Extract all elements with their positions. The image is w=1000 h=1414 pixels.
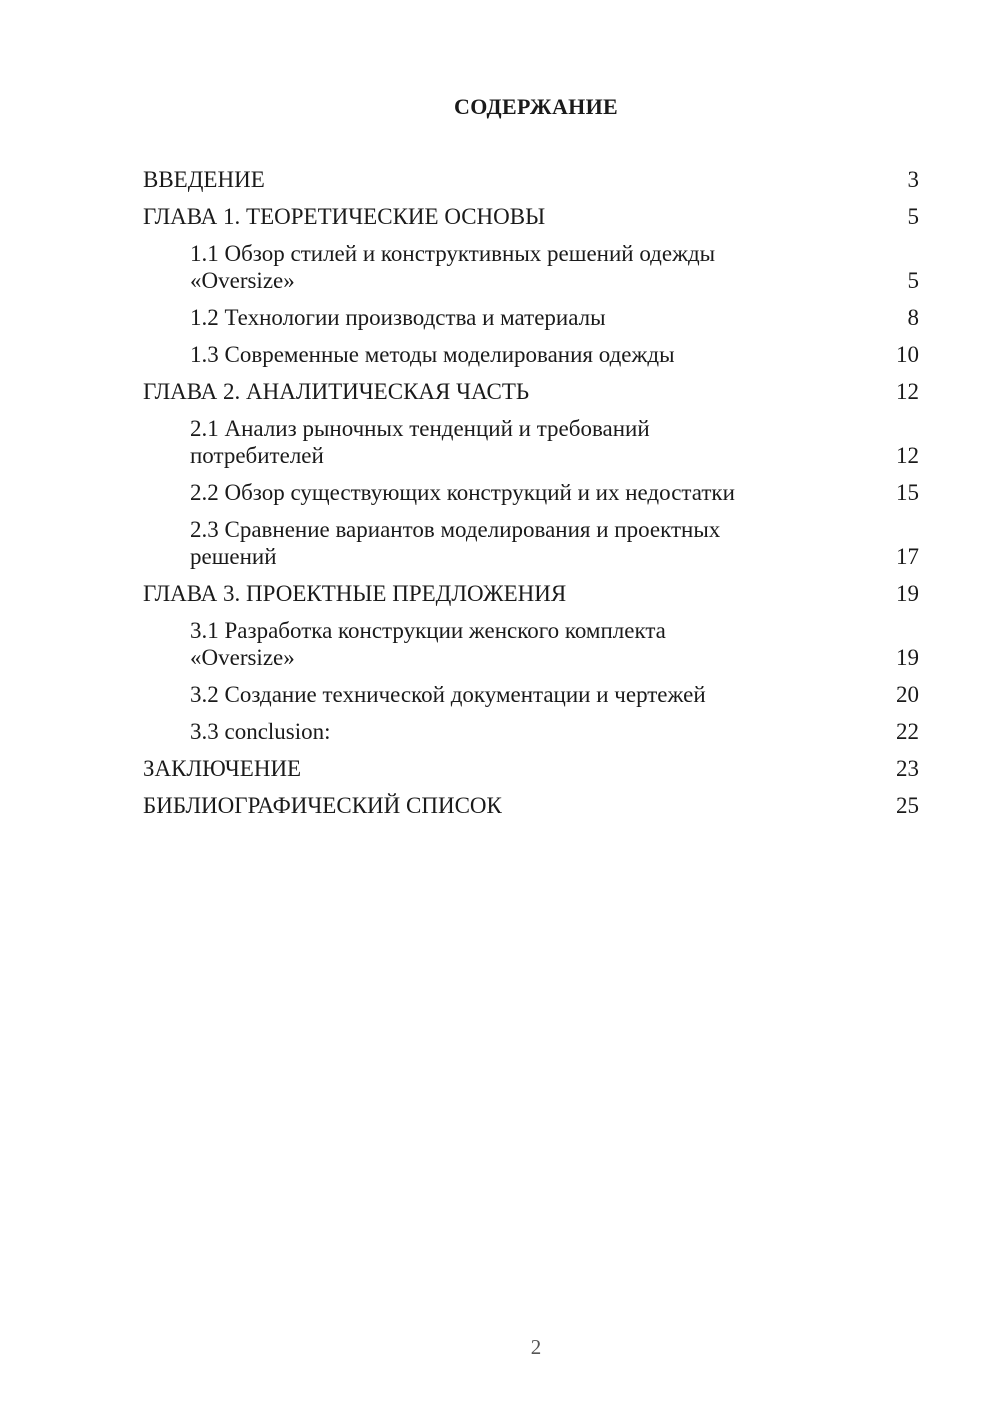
toc-entry-label: 3.2 Создание технической документации и чертежей bbox=[190, 682, 706, 707]
toc-entry-label: ГЛАВА 2. АНАЛИТИЧЕСКАЯ ЧАСТЬ bbox=[143, 379, 530, 404]
toc-entry-label: БИБЛИОГРАФИЧЕСКИЙ СПИСОК bbox=[143, 793, 502, 818]
toc-entry-section-1-1[interactable] bbox=[143, 240, 919, 294]
toc-entry-page: 5 bbox=[907, 268, 919, 293]
toc-entry-section-1-3[interactable] bbox=[143, 341, 919, 368]
toc-entry-section-3-2[interactable] bbox=[143, 681, 919, 708]
toc-entry-page: 17 bbox=[896, 544, 919, 569]
page-number: 2 bbox=[530, 1335, 542, 1359]
toc-entry-page: 15 bbox=[896, 480, 919, 505]
toc-entry-page: 3 bbox=[907, 167, 919, 192]
toc-entry-page: 12 bbox=[896, 443, 919, 468]
toc-entry-label: 3.3 conclusion: bbox=[190, 719, 331, 744]
toc-entry-label: 1.2 Технологии производства и материалы bbox=[190, 305, 606, 330]
toc-entry-label: ГЛАВА 3. ПРОЕКТНЫЕ ПРЕДЛОЖЕНИЯ bbox=[143, 581, 567, 606]
toc-entry-label: 1.3 Современные методы моделирования одежды bbox=[190, 342, 675, 367]
toc-entry-label: 1.1 Обзор стилей и конструктивных решений одежды «Oversize» bbox=[190, 241, 716, 293]
toc-entry-page: 22 bbox=[896, 719, 919, 744]
toc-entry-label: ЗАКЛЮЧЕНИЕ bbox=[143, 756, 302, 781]
toc-entry-section-2-2[interactable] bbox=[143, 479, 919, 506]
toc-entry-section-3-1[interactable] bbox=[143, 617, 919, 671]
toc-entry-page: 12 bbox=[896, 379, 919, 404]
toc-entry-section-1-2[interactable] bbox=[143, 304, 919, 331]
toc-entry-page: 25 bbox=[896, 793, 919, 818]
page-title: СОДЕРЖАНИЕ bbox=[454, 94, 618, 119]
toc-entry-page: 10 bbox=[896, 342, 919, 367]
toc-entry-section-2-3[interactable] bbox=[143, 516, 919, 570]
toc-entry-page: 19 bbox=[896, 645, 919, 670]
toc-entry-label: ВВЕДЕНИЕ bbox=[143, 167, 265, 192]
toc-entry-label: ГЛАВА 1. ТЕОРЕТИЧЕСКИЕ ОСНОВЫ bbox=[143, 204, 546, 229]
toc-entry-chapter-2[interactable] bbox=[143, 378, 919, 405]
toc-entry-introduction[interactable] bbox=[143, 166, 919, 193]
toc-entry-conclusion[interactable] bbox=[143, 755, 919, 782]
toc-entry-section-3-3[interactable] bbox=[143, 718, 919, 745]
toc-entry-page: 20 bbox=[896, 682, 919, 707]
toc-entry-bibliography[interactable] bbox=[143, 792, 919, 819]
toc-entry-label: 2.1 Анализ рыночных тенденций и требований потребителей bbox=[190, 416, 650, 468]
toc-entry-chapter-1[interactable] bbox=[143, 203, 919, 230]
toc-entry-label: 2.3 Сравнение вариантов моделирования и проектных решений bbox=[190, 517, 721, 569]
toc-entry-page: 19 bbox=[896, 581, 919, 606]
toc-entry-section-2-1[interactable] bbox=[143, 415, 919, 469]
toc-entry-label: 3.1 Разработка конструкции женского комплекта «Oversize» bbox=[190, 618, 666, 670]
toc-entry-chapter-3[interactable] bbox=[143, 580, 919, 607]
toc-entry-page: 23 bbox=[896, 756, 919, 781]
toc-entry-page: 5 bbox=[907, 204, 919, 229]
toc-entry-label: 2.2 Обзор существующих конструкций и их недостатки bbox=[190, 480, 735, 505]
table-of-contents bbox=[143, 166, 919, 829]
toc-entry-page: 8 bbox=[907, 305, 919, 330]
